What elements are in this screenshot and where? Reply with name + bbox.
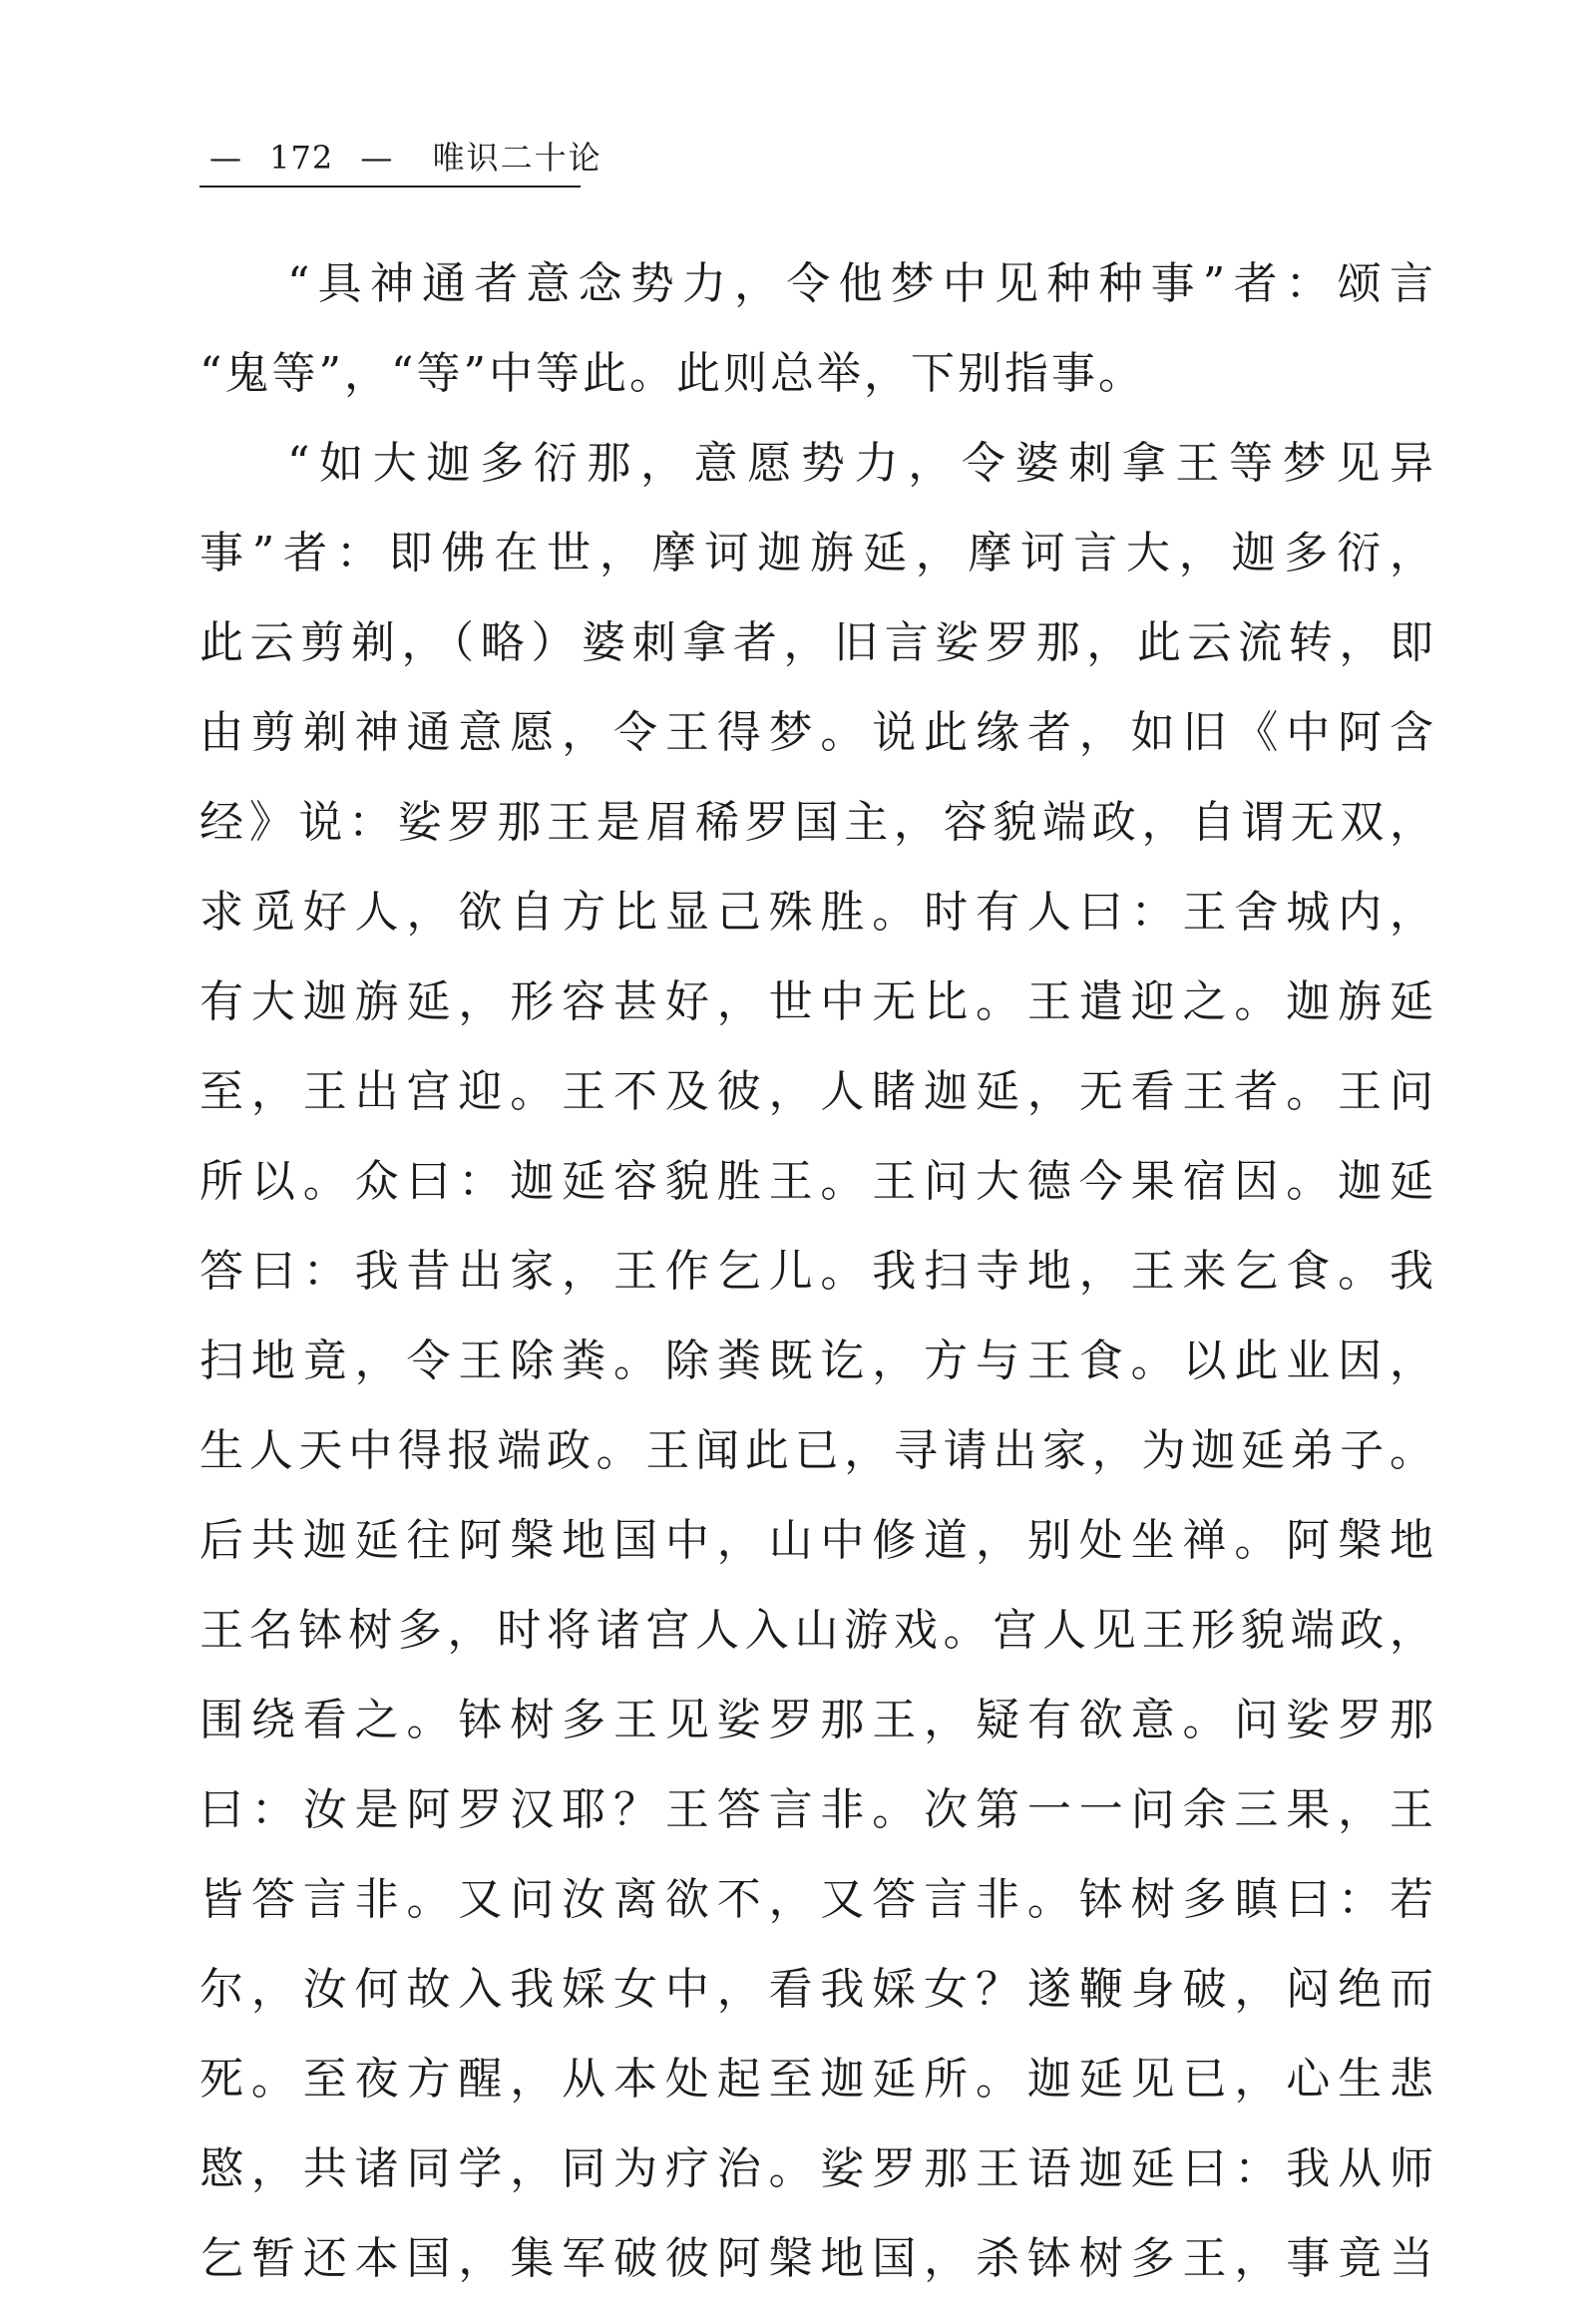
- text-line: 尔，汝何故入我婇女中，看我婇女？遂鞭身破，闷绝而: [200, 1964, 1436, 2015]
- text-line: 后共迦延往阿槃地国中，山中修道，别处坐禅。阿槃地: [200, 1515, 1436, 1566]
- text-line: 经》说：娑罗那王是眉稀罗国主，容貌端政，自谓无双，: [200, 797, 1436, 848]
- text-line: “具神通者意念势力，令他梦中见种种事”者：颂言: [287, 258, 1436, 309]
- text-line: 事”者：即佛在世，摩诃迦旃延，摩诃言大，迦多衍，: [200, 528, 1436, 578]
- text-line: “鬼等”，“等”中等此。此则总举，下别指事。: [200, 348, 1145, 399]
- text-line: 求觅好人，欲自方比显己殊胜。时有人曰：王舍城内，: [200, 887, 1436, 938]
- text-line: 此云剪剃，（略）婆刺拿者，旧言娑罗那，此云流转，即: [200, 617, 1436, 668]
- text-line: 由剪剃神通意愿，令王得梦。说此缘者，如旧《中阿含: [200, 707, 1436, 758]
- book-title: 唯识二十论: [432, 139, 602, 177]
- text-line: 生人天中得报端政。王闻此已，寻请出家，为迦延弟子。: [200, 1425, 1436, 1476]
- text-line: 围绕看之。钵树多王见娑罗那王，疑有欲意。问娑罗那: [200, 1695, 1436, 1745]
- text-line: 有大迦旃延，形容甚好，世中无比。王遣迎之。迦旃延: [200, 976, 1436, 1027]
- text-line: 曰：汝是阿罗汉耶？王答言非。次第一一问余三果，王: [200, 1784, 1436, 1835]
- text-line: 至，王出宫迎。王不及彼，人睹迦延，无看王者。王问: [200, 1066, 1436, 1117]
- running-header: [200, 132, 602, 184]
- header-dash-right: —: [360, 139, 394, 177]
- header-dash-left: —: [209, 139, 242, 177]
- header-rule: [200, 186, 581, 188]
- text-line: 愍，共诸同学，同为疗治。娑罗那王语迦延曰：我从师: [200, 2143, 1436, 2194]
- text-line: 乞暂还本国，集军破彼阿槃地国，杀钵树多王，事竟当: [200, 2233, 1436, 2284]
- text-line: 扫地竟，令王除粪。除粪既讫，方与王食。以此业因，: [200, 1336, 1436, 1386]
- page-number: 172: [269, 139, 334, 177]
- text-line: “如大迦多衍那，意愿势力，令婆刺拿王等梦见异: [287, 438, 1436, 489]
- text-line: 死。至夜方醒，从本处起至迦延所。迦延见已，心生悲: [200, 2054, 1436, 2105]
- body-text: [200, 239, 1436, 2304]
- text-line: 答曰：我昔出家，王作乞儿。我扫寺地，王来乞食。我: [200, 1246, 1436, 1297]
- text-line: 王名钵树多，时将诸宫人入山游戏。宫人见王形貌端政，: [200, 1605, 1436, 1656]
- text-line: 皆答言非。又问汝离欲不，又答言非。钵树多瞋曰：若: [200, 1874, 1436, 1925]
- text-line: 所以。众曰：迦延容貌胜王。王问大德今果宿因。迦延: [200, 1156, 1436, 1207]
